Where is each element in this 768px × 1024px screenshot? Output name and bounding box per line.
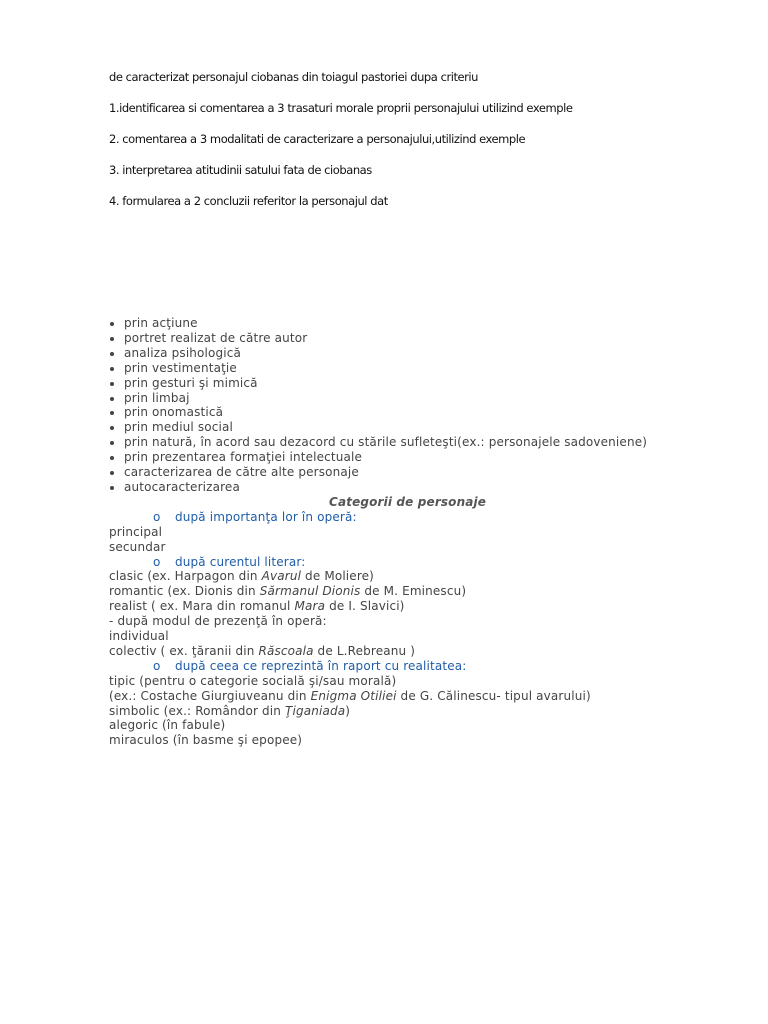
- assignment-tasks: [109, 68, 749, 223]
- task-3: 3. interpretarea atitudinii satului fata de ciobanas: [109, 163, 372, 177]
- category-colectiv: [109, 644, 729, 659]
- work-title: Răscoala: [258, 643, 314, 658]
- list-item: prin mediul social: [109, 420, 729, 435]
- current-heading-text: după curentul literar:: [175, 554, 306, 569]
- work-title: Sărmanul Dionis: [259, 584, 361, 599]
- current-heading: [109, 555, 729, 570]
- characterization-notes: [109, 316, 729, 748]
- category-secundar: secundar: [109, 539, 166, 554]
- task-2: 2. comentarea a 3 modalitati de caracterizare a personajului,utilizind exemple: [109, 132, 526, 146]
- list-item: prin gesturi şi mimică: [109, 376, 729, 391]
- category-principal: principal: [109, 524, 163, 539]
- text-segment: simbolic (ex.: Romândor din: [109, 703, 286, 718]
- text-segment: de Moliere): [301, 569, 375, 584]
- task-4: 4. formularea a 2 concluzii referitor la personajul dat: [109, 194, 388, 208]
- reality-heading: [109, 659, 729, 674]
- list-item: portret realizat de către autor: [109, 331, 729, 346]
- work-title: Mara: [294, 599, 326, 614]
- category-tipic: tipic (pentru o categorie socială şi/sau morală): [109, 673, 397, 688]
- category-realist: [109, 599, 729, 614]
- list-item: prin onomastică: [109, 405, 729, 420]
- text-segment: romantic (ex. Dionis din: [109, 584, 260, 599]
- categories-title: Categorii de personaje: [329, 494, 487, 509]
- category-simbolic: [109, 704, 729, 719]
- text-segment: ): [345, 703, 351, 718]
- characterization-methods-list: [109, 316, 729, 495]
- circle-bullet-icon: o: [153, 509, 161, 524]
- reality-heading-text: după ceea ce reprezintă în raport cu realitatea:: [175, 658, 467, 673]
- category-clasic: [109, 569, 729, 584]
- list-item: prin limbaj: [109, 391, 729, 406]
- list-item: prin acţiune: [109, 316, 729, 331]
- list-item: caracterizarea de către alte personaje: [109, 465, 729, 480]
- list-item: prin vestimentaţie: [109, 361, 729, 376]
- work-title: Ţiganiada: [285, 703, 346, 718]
- text-segment: (ex.: Costache Giurgiuveanu din: [109, 688, 311, 703]
- category-romantic: [109, 584, 729, 599]
- list-item: autocaracterizarea: [109, 480, 729, 495]
- text-segment: clasic (ex. Harpagon din: [109, 569, 262, 584]
- text-segment: de M. Eminescu): [360, 584, 467, 599]
- work-title: Avarul: [261, 569, 302, 584]
- category-individual: individual: [109, 629, 169, 644]
- category-tipic-example: [109, 689, 729, 704]
- list-item: prin prezentarea formaţiei intelectuale: [109, 450, 729, 465]
- circle-bullet-icon: o: [153, 658, 161, 673]
- task-1: 1.identificarea si comentarea a 3 trasaturi morale proprii personajului utilizind exemple: [109, 101, 573, 115]
- presence-heading: - după modul de prezenţă în operă:: [109, 614, 327, 629]
- task-intro: de caracterizat personajul ciobanas din toiagul pastoriei dupa criteriu: [109, 70, 479, 84]
- text-segment: realist ( ex. Mara din romanul: [109, 599, 295, 614]
- category-miraculos: miraculos (în basme şi epopee): [109, 733, 303, 748]
- category-alegoric: alegoric (în fabule): [109, 718, 226, 733]
- importance-heading-text: după importanţa lor în operă:: [175, 509, 357, 524]
- list-item: analiza psihologică: [109, 346, 729, 361]
- text-segment: colectiv ( ex. ţăranii din: [109, 643, 259, 658]
- text-segment: de G. Călinescu- tipul avarului): [396, 688, 591, 703]
- list-item: prin natură, în acord sau dezacord cu stările sufleteşti(ex.: personajele sadoveniene): [109, 435, 729, 450]
- text-segment: de L.Rebreanu ): [313, 643, 416, 658]
- work-title: Enigma Otiliei: [310, 688, 397, 703]
- circle-bullet-icon: o: [153, 554, 161, 569]
- importance-heading: [109, 510, 729, 525]
- text-segment: de I. Slavici): [325, 599, 405, 614]
